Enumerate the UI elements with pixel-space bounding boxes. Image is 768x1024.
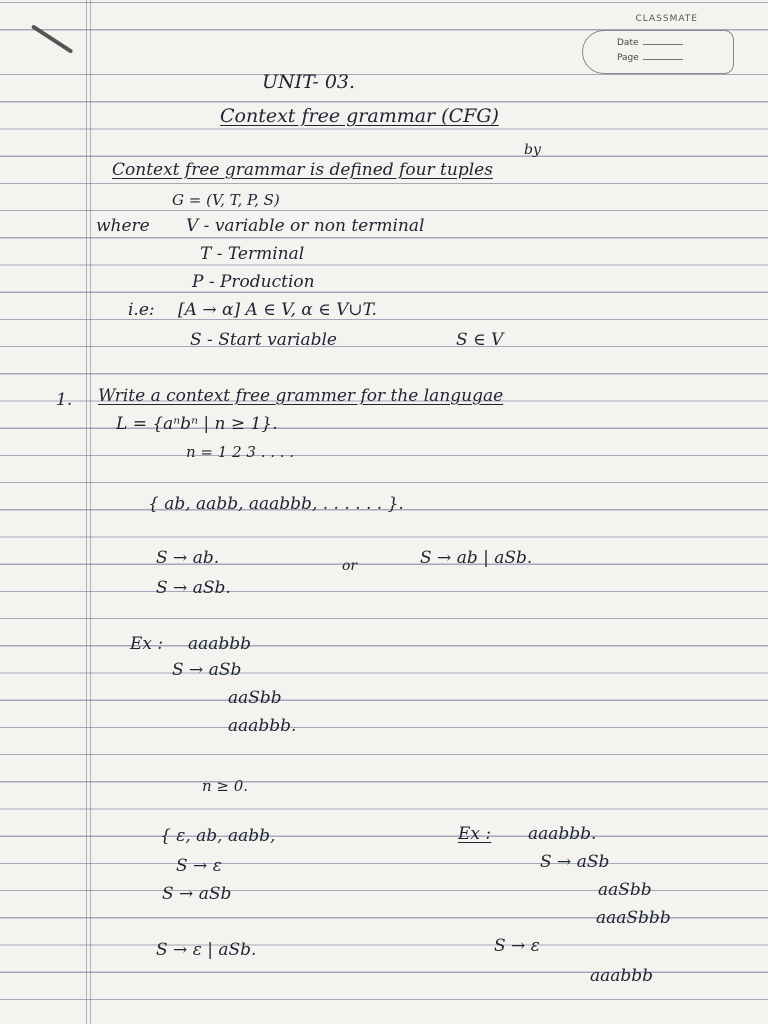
condition-n: n ≥ 0. — [202, 777, 249, 795]
example2-step-1: S → aSb — [540, 852, 610, 872]
topic-title: Context free grammar (CFG) — [220, 105, 499, 127]
production-epsilon: S → ε — [176, 856, 222, 876]
def-p: P - Production — [192, 272, 315, 292]
production-2: S → aSb. — [156, 578, 231, 598]
production-alt: S → ab | aSb. — [420, 548, 533, 568]
example2-step-2: aaSbb — [598, 880, 652, 900]
date-row — [617, 38, 683, 48]
ie-label: i.e: — [128, 300, 155, 320]
tuple-text: G = (V, T, P, S) — [172, 191, 280, 209]
def-v: V - variable or non terminal — [186, 216, 425, 236]
production-asb: S → aSb — [162, 884, 232, 904]
question-text: Write a context free grammer for the langugae — [98, 386, 504, 406]
where-label: where — [96, 216, 150, 236]
production-combined: S → ε | aSb. — [156, 940, 257, 960]
example2-word: aaabbb. — [528, 824, 597, 844]
unit-title: UNIT- 03. — [262, 71, 356, 93]
example2-step-4: S → ε — [494, 936, 540, 956]
example-step-2: aaSbb — [228, 688, 282, 708]
example-step-1: S → aSb — [172, 660, 242, 680]
production-1: S → ab. — [156, 548, 220, 568]
example2-label: Ex : — [458, 824, 492, 844]
margin-line-left-2 — [90, 0, 91, 1024]
date-page-box — [582, 30, 734, 74]
language-def: L = {aⁿbⁿ | n ≥ 1}. — [116, 414, 278, 434]
language-set: { ab, aabb, aaabbb, . . . . . . }. — [148, 494, 404, 514]
page-label: Page — [617, 53, 639, 63]
def-production: [A → α] A ∈ V, α ∈ V∪T. — [178, 300, 377, 320]
or-label: or — [342, 558, 358, 574]
definition-line: Context free grammar is defined four tuples — [112, 160, 493, 180]
example-step-3: aaabbb. — [228, 716, 297, 736]
brand-label: CLASSMATE — [635, 14, 698, 24]
example-word: aaabbb — [188, 634, 252, 654]
by-note: by — [524, 142, 541, 158]
question-number: 1. — [56, 390, 73, 410]
n-values: n = 1 2 3 . . . . — [186, 443, 295, 461]
example2-step-5: aaabbb — [590, 966, 654, 986]
pen-mark — [31, 24, 73, 53]
margin-line-left — [86, 0, 87, 1024]
example-label: Ex : — [130, 634, 164, 654]
date-label: Date — [617, 38, 639, 48]
page-row — [617, 53, 683, 63]
def-t: T - Terminal — [200, 244, 305, 264]
def-s-in-v: S ∈ V — [456, 330, 504, 350]
def-s: S - Start variable — [190, 330, 337, 350]
example2-step-3: aaaSbbb — [596, 908, 671, 928]
language-set-2: { ε, ab, aabb, — [160, 826, 276, 846]
